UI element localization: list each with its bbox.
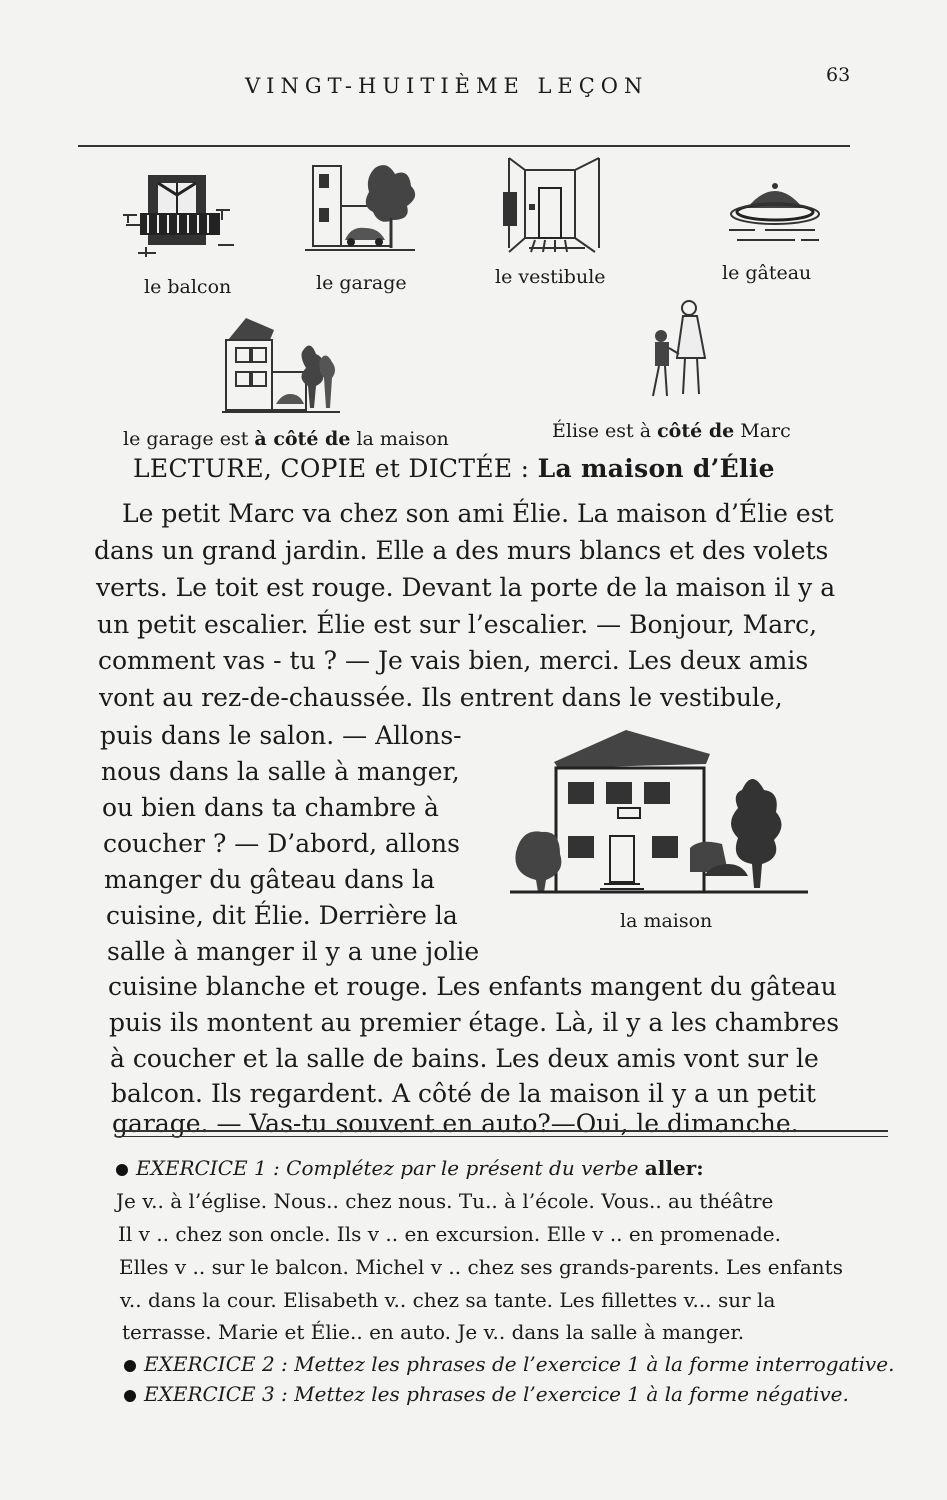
text-line: manger du gâteau dans la	[104, 865, 435, 894]
exercise-2-text: Mettez les phrases de l’exercice 1 à la forme interrogative.	[294, 1352, 895, 1376]
lesson-title	[133, 454, 775, 483]
text-line: puis dans le salon. — Allons-	[100, 721, 462, 750]
page-header-title: VINGT-HUITIÈME LEÇON	[245, 74, 649, 98]
bullet-icon	[124, 1360, 136, 1372]
caption-cote-maison	[123, 428, 449, 450]
house-garage-illustration	[222, 312, 342, 417]
exercise-1-heading	[116, 1156, 704, 1180]
exercise-2-label: EXERCICE 2 :	[144, 1352, 288, 1376]
vocab-balcon: le balcon	[144, 276, 232, 298]
bullet-icon	[124, 1390, 136, 1402]
text-line: cuisine blanche et rouge. Les enfants mangent du gâteau	[108, 972, 837, 1001]
house-illustration	[510, 724, 810, 899]
vestibule-illustration	[495, 152, 605, 262]
text-line: garage. — Vas-tu souvent en auto?—Oui, le dimanche.	[112, 1109, 799, 1138]
house-caption: la maison	[620, 910, 713, 932]
exercise-1-verb: aller:	[644, 1156, 704, 1180]
exercise-3-label: EXERCICE 3 :	[144, 1382, 288, 1406]
lesson-heading: LECTURE, COPIE et DICTÉE :	[133, 454, 530, 483]
exercise-1-instruction: Complétez par le présent du verbe	[286, 1156, 639, 1180]
vocab-gateau: le gâteau	[722, 262, 812, 284]
text-line: cuisine, dit Élie. Derrière la	[106, 901, 458, 930]
children-illustration	[643, 298, 718, 408]
balcony-illustration	[118, 165, 238, 265]
exercise-line: v.. dans la cour. Elisabeth v.. chez sa tante. Les fillettes v... sur la	[120, 1288, 776, 1312]
text-line: à coucher et la salle de bains. Les deux amis vont sur le	[110, 1044, 819, 1073]
exercise-2	[124, 1352, 894, 1376]
vocab-garage: le garage	[316, 272, 407, 294]
page-number: 63	[826, 64, 851, 86]
section-rule	[115, 1130, 888, 1132]
text-line: coucher ? — D’abord, allons	[103, 829, 460, 858]
text-line: puis ils montent au premier étage. Là, il y a les chambres	[109, 1008, 840, 1037]
text-line: un petit escalier. Élie est sur l’escalier. — Bonjour, Marc,	[97, 610, 818, 639]
exercise-3	[124, 1382, 849, 1406]
text-line: comment vas - tu ? — Je vais bien, merci. Les deux amis	[98, 646, 809, 675]
exercise-line: Elles v .. sur le balcon. Michel v .. chez ses grands-parents. Les enfants	[119, 1255, 843, 1279]
vocab-vestibule: le vestibule	[495, 266, 606, 288]
text-line: dans un grand jardin. Elle a des murs blancs et des volets	[94, 536, 829, 565]
caption-cote-marc	[552, 420, 791, 442]
caption-cote-maison-part3: la maison	[356, 428, 449, 450]
bullet-icon	[116, 1164, 128, 1176]
exercise-1-label: EXERCICE 1 :	[136, 1156, 280, 1180]
garage-illustration	[305, 158, 425, 258]
text-line: vont au rez-de-chaussée. Ils entrent dans le vestibule,	[99, 683, 783, 712]
text-line: salle à manger il y a une jolie	[107, 937, 480, 966]
exercise-line: Je v.. à l’église. Nous.. chez nous. Tu.. à l’école. Vous.. au théâtre	[116, 1189, 774, 1213]
caption-cote-marc-part3: Marc	[740, 420, 791, 442]
lesson-subtitle: La maison d’Élie	[537, 454, 775, 483]
exercise-line: terrasse. Marie et Élie.. en auto. Je v.. dans la salle à manger.	[122, 1320, 745, 1344]
caption-cote-maison-part1: le garage est	[123, 428, 249, 450]
caption-cote-marc-part1: Élise est à	[552, 420, 652, 442]
text-line: Le petit Marc va chez son ami Élie. La maison d’Élie est	[122, 499, 834, 528]
exercise-3-text: Mettez les phrases de l’exercice 1 à la forme négative.	[294, 1382, 849, 1406]
section-rule	[115, 1136, 888, 1137]
cake-illustration	[725, 178, 825, 258]
text-line: nous dans la salle à manger,	[101, 757, 460, 786]
text-line: balcon. Ils regardent. A côté de la maison il y a un petit	[111, 1079, 816, 1108]
header-rule	[78, 145, 850, 147]
exercise-line: Il v .. chez son oncle. Ils v .. en excursion. Elle v .. en promenade.	[118, 1222, 781, 1246]
text-line: verts. Le toit est rouge. Devant la porte de la maison il y a	[96, 573, 836, 602]
caption-cote-marc-part2: côté de	[657, 420, 735, 442]
caption-cote-maison-part2: à côté de	[254, 428, 351, 450]
text-line: ou bien dans ta chambre à	[102, 793, 439, 822]
